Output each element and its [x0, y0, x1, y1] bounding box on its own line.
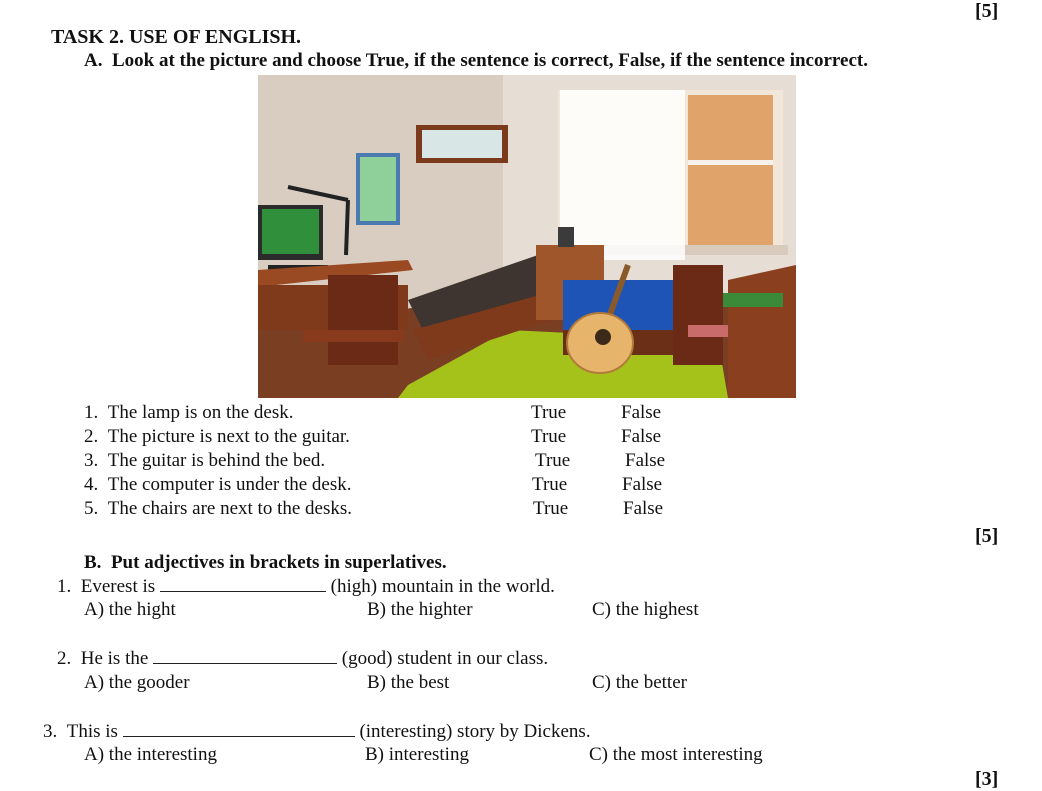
tf-item-3-true[interactable]: True: [535, 450, 571, 471]
question-1: [57, 575, 555, 598]
task-title: TASK 2. USE OF ENGLISH.: [51, 26, 302, 48]
bedroom-picture: [258, 75, 796, 398]
tf-item-4-false[interactable]: False: [622, 474, 663, 495]
marks-section-c: [3]: [975, 768, 999, 790]
question-3: [43, 720, 591, 743]
tf-item-number: 1.: [84, 402, 99, 423]
answer-blank[interactable]: [160, 575, 326, 592]
marks-section-b: [5]: [975, 525, 999, 547]
question-text-before: Everest is: [80, 576, 156, 597]
option-2c[interactable]: C) the better: [592, 672, 687, 693]
tf-item-5: [84, 498, 352, 520]
tf-item-3-false[interactable]: False: [625, 450, 666, 471]
section-b-letter: B.: [84, 552, 102, 573]
question-2: [57, 647, 548, 670]
tf-item-2-false[interactable]: False: [621, 426, 662, 447]
option-2b[interactable]: B) the best: [367, 672, 450, 693]
option-3c[interactable]: C) the most interesting: [589, 744, 763, 765]
section-a-letter: A.: [84, 50, 103, 71]
marks-section-a: [5]: [975, 0, 999, 22]
tf-item-4: [84, 474, 352, 496]
tf-item-2: [84, 426, 350, 448]
tf-item-3: [84, 450, 325, 472]
section-a-instruction-text: Look at the picture and choose True, if the sentence is correct, False, if the sentence incorrect.: [111, 50, 868, 71]
tf-item-text: The picture is next to the guitar.: [107, 426, 350, 447]
option-1b[interactable]: B) the highter: [367, 599, 473, 620]
question-number: 2.: [57, 648, 72, 669]
tf-item-text: The lamp is on the desk.: [107, 402, 294, 423]
tf-item-5-true[interactable]: True: [533, 498, 569, 519]
question-text-after: (high) mountain in the world.: [330, 576, 555, 597]
answer-blank[interactable]: [153, 647, 337, 664]
question-text-before: He is the: [80, 648, 149, 669]
section-b-instruction-text: Put adjectives in brackets in superlatives.: [110, 552, 447, 573]
question-number: 3.: [43, 721, 58, 742]
tf-item-number: 2.: [84, 426, 99, 447]
tf-item-number: 3.: [84, 450, 99, 471]
option-1a[interactable]: A) the hight: [84, 599, 176, 620]
section-b-instruction: [84, 552, 447, 574]
tf-item-5-false[interactable]: False: [623, 498, 664, 519]
tf-item-number: 5.: [84, 498, 99, 519]
tf-item-2-true[interactable]: True: [531, 426, 567, 447]
tf-item-text: The guitar is behind the bed.: [107, 450, 326, 471]
tf-item-text: The computer is under the desk.: [107, 474, 352, 495]
tf-item-4-true[interactable]: True: [532, 474, 568, 495]
tf-item-1-false[interactable]: False: [621, 402, 662, 423]
answer-blank[interactable]: [123, 720, 355, 737]
question-text-after: (good) student in our class.: [341, 648, 549, 669]
option-3b[interactable]: B) interesting: [365, 744, 469, 765]
option-1c[interactable]: C) the highest: [592, 599, 699, 620]
question-number: 1.: [57, 576, 72, 597]
option-3a[interactable]: A) the interesting: [84, 744, 217, 765]
tf-item-1-true[interactable]: True: [531, 402, 567, 423]
question-text-after: (interesting) story by Dickens.: [359, 721, 591, 742]
tf-item-number: 4.: [84, 474, 99, 495]
section-a-instruction: [84, 50, 868, 72]
tf-item-1: [84, 402, 294, 424]
question-text-before: This is: [66, 721, 118, 742]
option-2a[interactable]: A) the gooder: [84, 672, 190, 693]
tf-item-text: The chairs are next to the desks.: [107, 498, 353, 519]
